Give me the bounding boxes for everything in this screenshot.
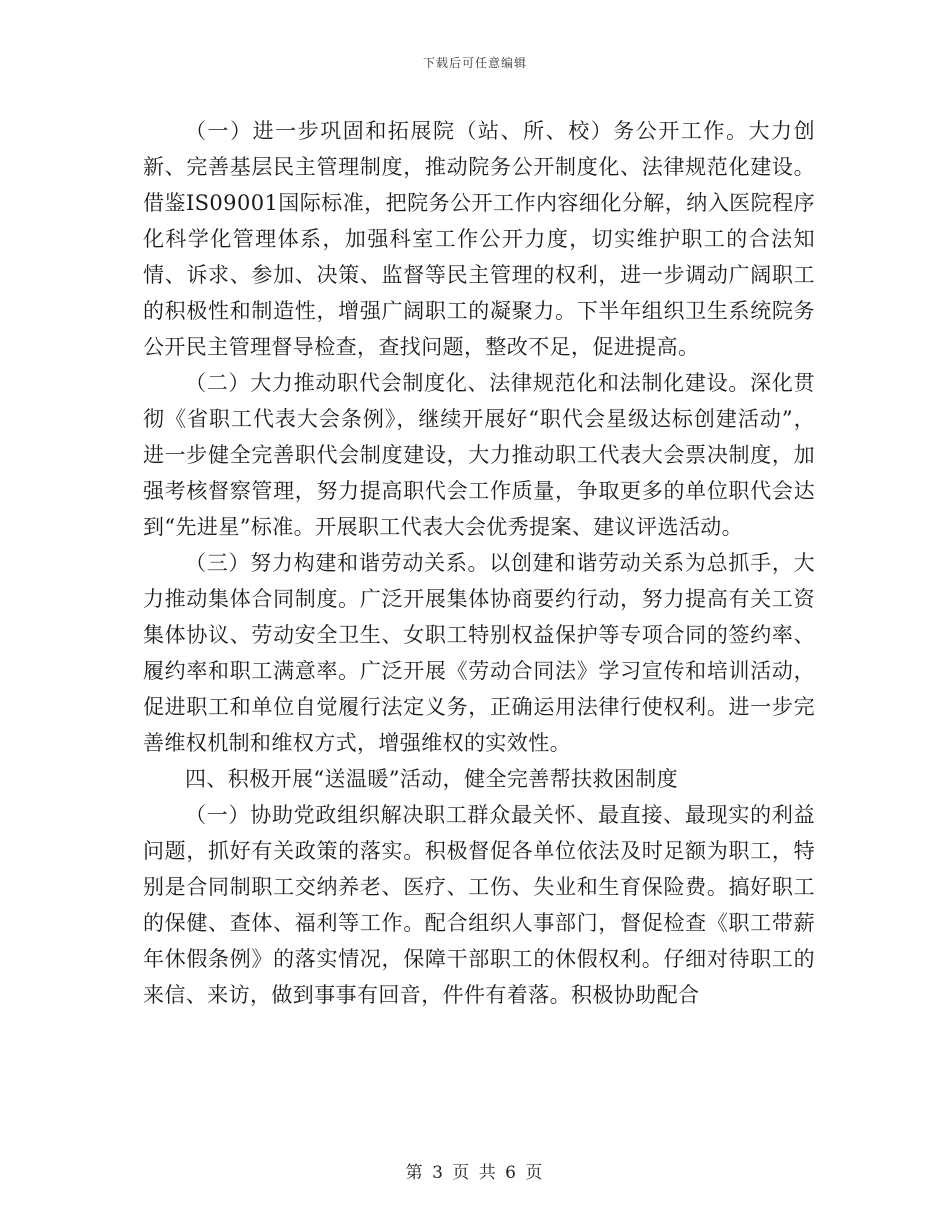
paragraph-4: （一）协助党政组织解决职工群众最关怀、最直接、最现实的利益问题，抓好有关政策的落实。积极督促各单位依法及时足额为职工，特别是合同制职工交纳养老、医疗、工伤、失业和生育保险费。搞好职工的保健、查体、福利等工作。配合组织人事部门，督促检查《职工带薪年休假条例》的落实情况，保障干部职工的休假权利。仔细对待职工的来信、来访，做到事事有回音，件件有着落。积极协助配合 xyxy=(143,803,815,1007)
paragraph-1: （一）进一步巩固和拓展院（站、所、校）务公开工作。大力创新、完善基层民主管理制度，推动院务公开制度化、法律规范化建设。借鉴IS09001国际标准，把院务公开工作内容细化分解，纳入医院程序化科学化管理体系，加强科室工作公开力度，切实维护职工的合法知情、诉求、参加、决策、监督等民主管理的权利，进一步调动广阔职工的积极性和制造性，增强广阔职工的凝聚力。下半年组织卫生系统院务公开民主管理督导检查，查找问题，整改不足，促进提高。 xyxy=(143,119,815,359)
paragraph-2: （二）大力推动职代会制度化、法律规范化和法制化建设。深化贯彻《省职工代表大会条例》，继续开展好“职代会星级达标创建活动”，进一步健全完善职代会制度建设，大力推动职工代表大会票决制度，加强考核督察管理，努力提高职代会工作质量，争取更多的单位职代会达到“先进星”标准。开展职工代表大会优秀提案、建议评选活动。 xyxy=(143,371,815,539)
page-header: 下载后可任意编辑 xyxy=(422,56,527,70)
section-heading: 四、积极开展“送温暖”活动，健全完善帮扶救困制度 xyxy=(185,767,679,791)
document-body xyxy=(143,113,815,1013)
paragraph-3: （三）努力构建和谐劳动关系。以创建和谐劳动关系为总抓手，大力推动集体合同制度。广泛开展集体协商要约行动，努力提高有关工资集体协议、劳动安全卫生、女职工特别权益保护等专项合同的签约率、履约率和职工满意率。广泛开展《劳动合同法》学习宣传和培训活动，促进职工和单位自觉履行法定义务，正确运用法律行使权利。进一步完善维权机制和维权方式，增强维权的实效性。 xyxy=(143,551,815,755)
page-number: 第 3 页 共 6 页 xyxy=(405,1163,545,1183)
